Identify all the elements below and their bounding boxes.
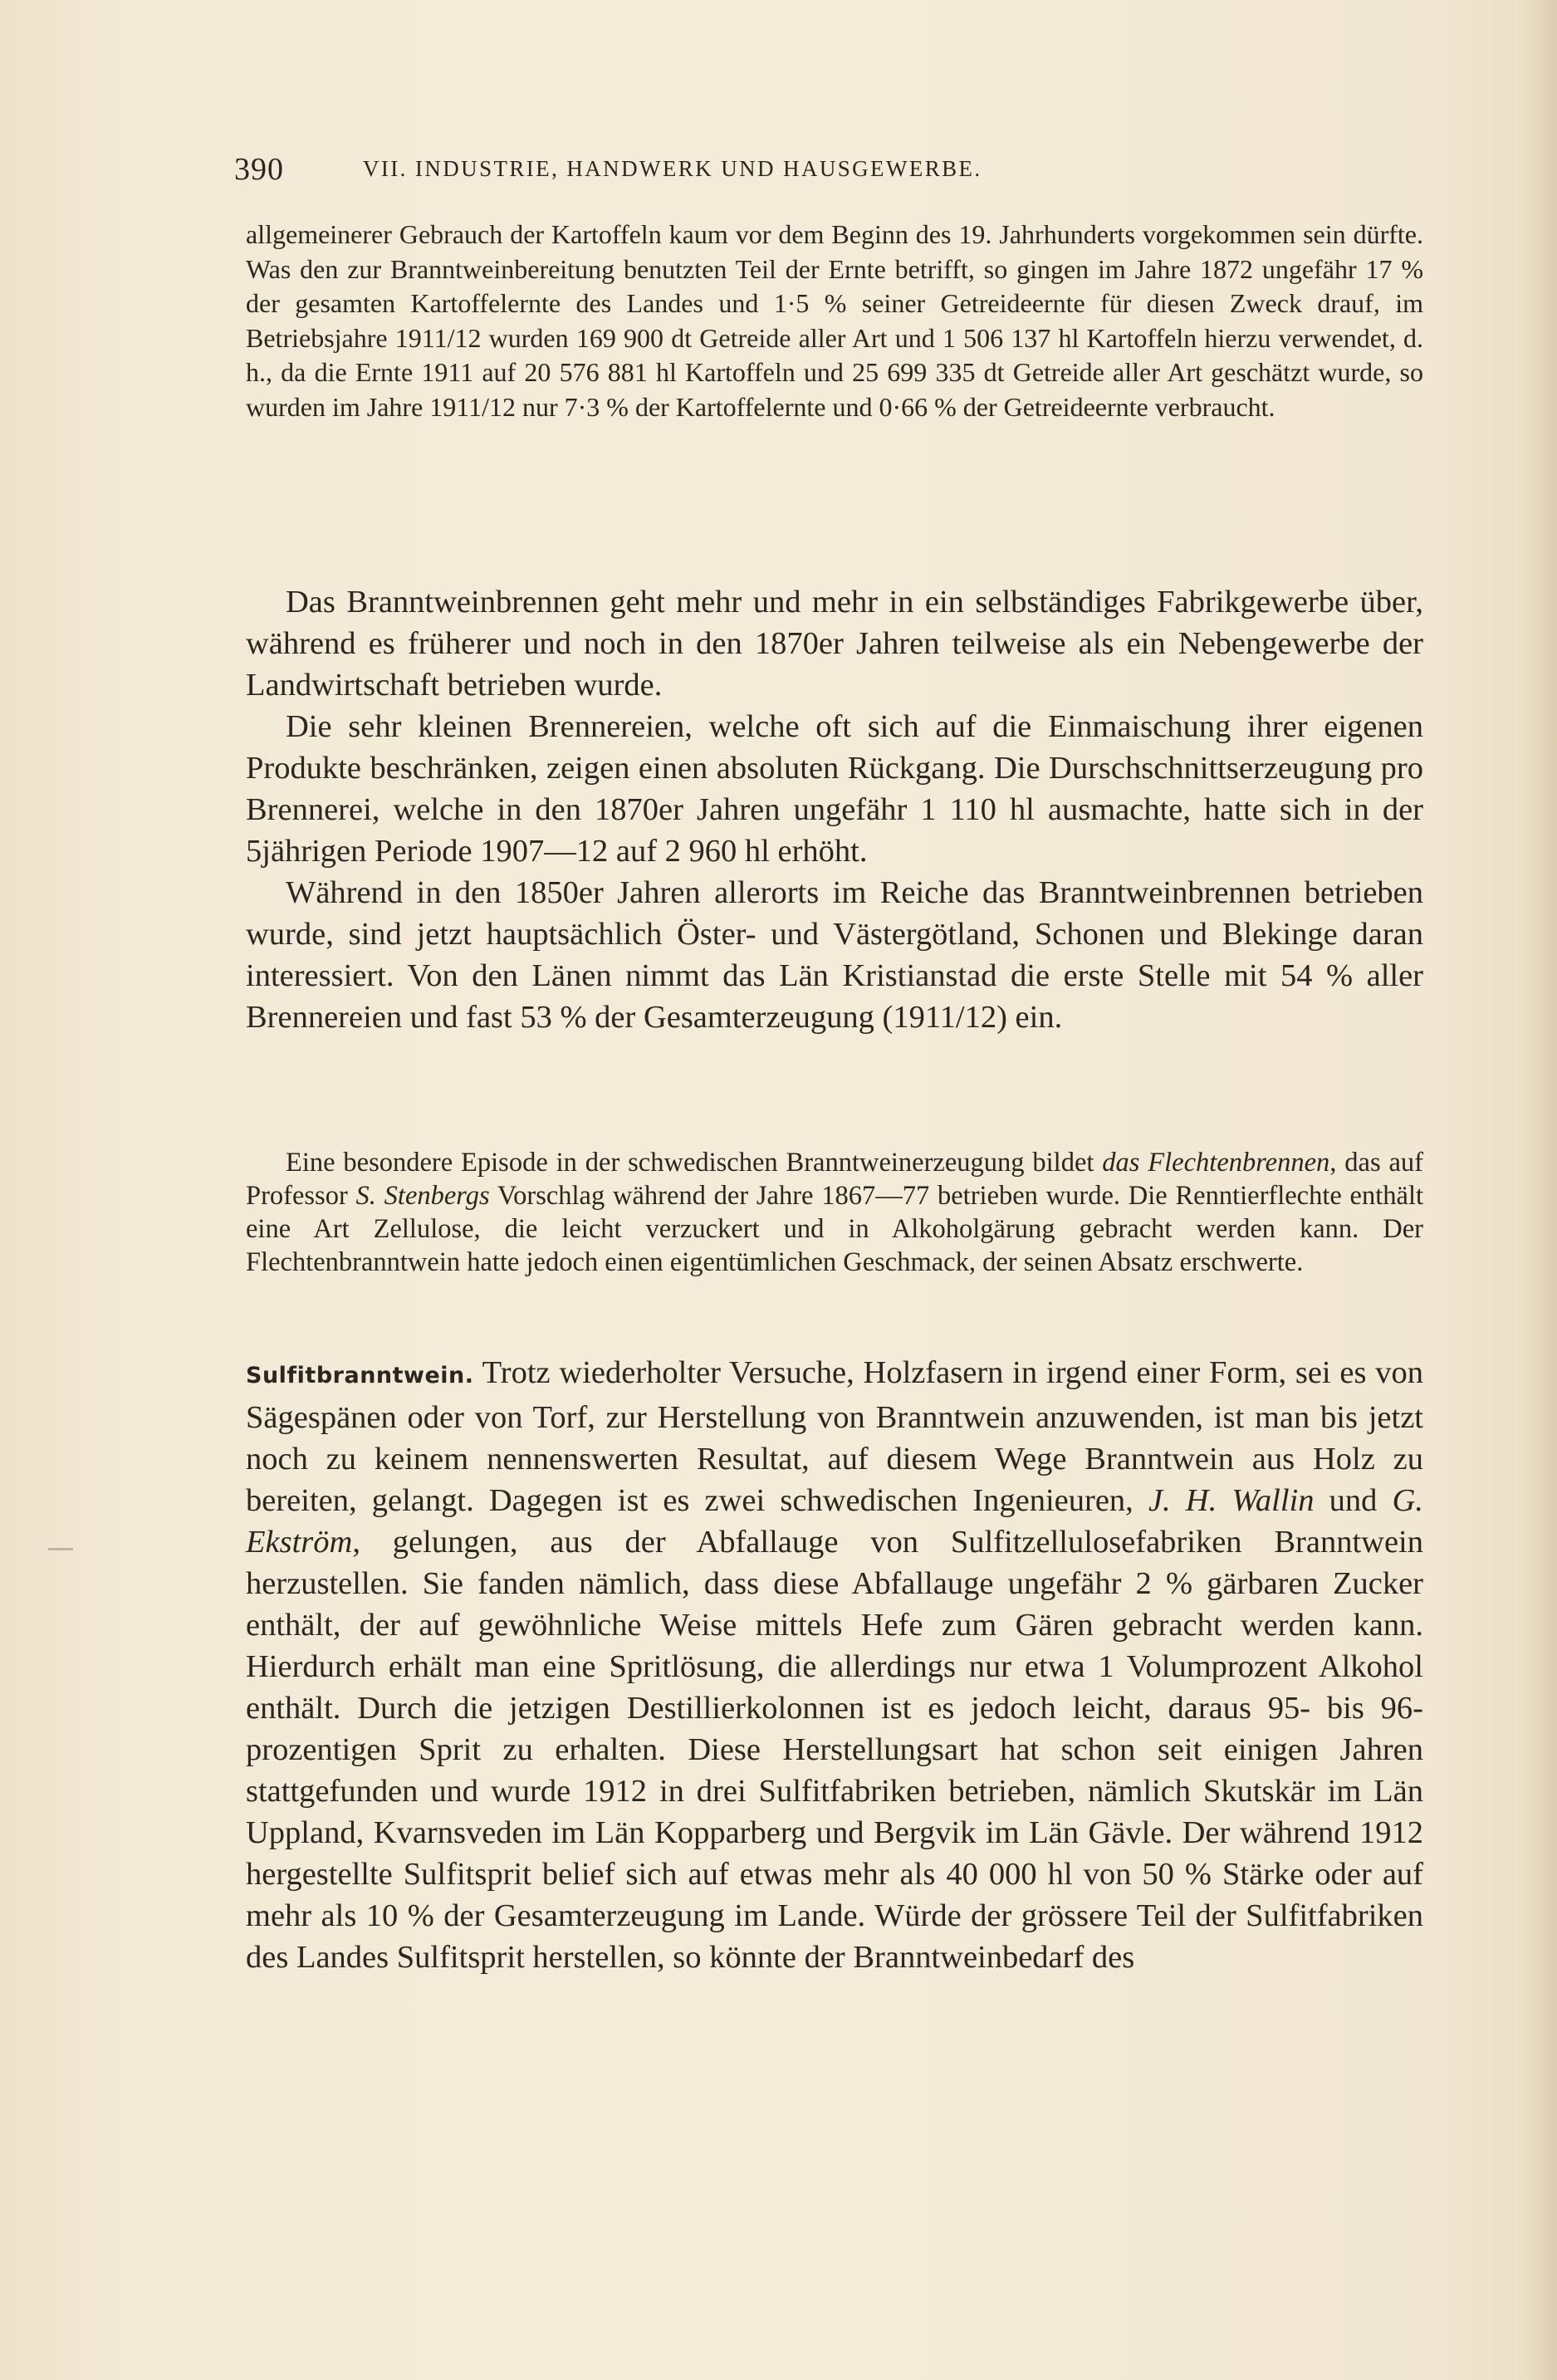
paragraph-fabrikgewerbe: Das Branntweinbrennen geht mehr und mehr in ein selbständiges Fabrikgewerbe über, während es früherer und noch in den 1870er Jahren teilweise als ein Nebengewerbe der Landwirtschaft betrieben wurde. [246, 585, 1423, 703]
paragraph-kartoffeln [246, 218, 1423, 424]
page-header [234, 151, 1430, 193]
section-brennereien [246, 581, 1423, 1038]
paragraph-text: allgemeinerer Gebrauch der Kartoffeln kaum vor dem Beginn des 19. Jahrhunderts vorgekommen sein dürfte. Was den zur Branntweinbereitung benutzten Teil der Ernte betrifft, so gingen im Jahre 1872 ungefähr 17 % der gesamten Kartoffelernte des Landes und 1·5 % seiner Getreideernte für diesen Zweck drauf, im Betriebsjahre 1911/12 wurden 169 900 dt Getreide aller Art und 1 506 137 hl Kartoffeln hierzu verwendet, d. h., da die Ernte 1911 auf 20 576 881 hl Kartoffeln und 25 699 335 dt Getreide aller Art geschätzt wurde, so wurden im Jahre 1911/12 nur 7·3 % der Kartoffelernte und 0·66 % der Getreideernte verbraucht. [246, 219, 1423, 422]
paragraph-text [246, 1352, 1423, 1978]
italic-term: das Flechtenbrennen [1102, 1148, 1330, 1178]
paragraph-regionen: Während in den 1850er Jahren allerorts im Reiche das Branntweinbrennen betrieben wurde, sind jetzt hauptsächlich Öster- und Västergötland, Schonen und Blekinge daran interessiert. Von den Länen nimmt das Län Kristianstad die erste Stelle mit 54 % aller Brennereien und fast 53 % der Gesamterzeugung (1911/12) ein. [246, 875, 1423, 1035]
page-edge-shadow [1524, 0, 1557, 2380]
text-run: , gelungen, aus der Abfallauge von Sulfitzellulosefabriken Branntwein herzustellen. Sie fanden nämlich, dass diese Abfallauge ungefähr 2 % gärbaren Zucker enthält, der auf gewöhnliche Weise mittels Hefe zum Gären gebracht werden kann. Hierdurch erhält man eine Spritlösung, die allerdings nur etwa 1 Volumprozent Alkohol enthält. Durch die jetzigen Destillierkolonnen ist es jedoch leicht, daraus 95- bis 96-prozentigen Sprit zu erhalten. Diese Herstellungsart hat schon seit einigen Jahren stattgefunden und wurde 1912 in drei Sulfitfabriken betrieben, nämlich Skutskär im Län Uppland, Kvarnsveden im Län Kopparberg und Bergvik im Län Gävle. Der während 1912 hergestellte Sulfitsprit belief sich auf etwas mehr als 40 000 hl von 50 % Stärke oder auf mehr als 10 % der Gesamterzeugung im Lande. Würde der grössere Teil der Sulfitfabriken des Landes Sulfitsprit herstellen, so könnte der Branntweinbedarf des [246, 1525, 1423, 1975]
italic-person-name: S. Stenbergs [355, 1181, 490, 1211]
paragraph-text [246, 1146, 1423, 1279]
section-sulfitbranntwein [246, 1352, 1423, 1978]
margin-mark [48, 1548, 73, 1550]
paragraph-kleine-brennereien: Die sehr kleinen Brennereien, welche oft sich auf die Einmaischung ihrer eigenen Produkte beschränken, zeigen einen absoluten Rückgang. Die Durschschnittserzeugung pro Brennerei, welche in den 1870er Jahren ungefähr 1 110 hl ausmachte, hatte sich in der 5jährigen Periode 1907—12 auf 2 960 hl erhöht. [246, 709, 1423, 869]
text-run: Eine besondere Episode in der schwedischen Branntweinerzeugung bildet [286, 1148, 1103, 1178]
italic-person-name: G. Ekström [246, 1483, 1423, 1560]
text-run: Vorschlag während der Jahre 1867—77 betrieben wurde. Die Renntierflechte enthält eine Art Zellulose, die leicht verzuckert und in Alkoholgärung gebracht werden kann. Der Flechtenbranntwein hatte jedoch einen eigentümlichen Geschmack, der seinen Absatz erschwerte. [246, 1181, 1423, 1277]
running-head: VII. INDUSTRIE, HANDWERK UND HAUSGEWERBE. [363, 156, 982, 181]
text-run: Trotz wiederholter Versuche, Holzfasern in irgend einer Form, sei es von Sägespänen oder von Torf, zur Herstellung von Branntwein anzuwenden, ist man bis jetzt noch zu keinem nennenswerten Resultat, auf diesem Wege Branntwein aus Holz zu bereiten, gelangt. Dagegen ist es zwei schwedischen Ingenieuren, [246, 1355, 1423, 1518]
italic-person-name: J. H. Wallin [1148, 1483, 1315, 1518]
paragraph-flechtenbrennen [246, 1146, 1423, 1279]
text-run: und [1314, 1483, 1393, 1518]
text-run: , das auf Professor [246, 1148, 1423, 1211]
page-number: 390 [234, 152, 284, 187]
section-run-in-heading: Sulfitbranntwein. [246, 1363, 474, 1388]
